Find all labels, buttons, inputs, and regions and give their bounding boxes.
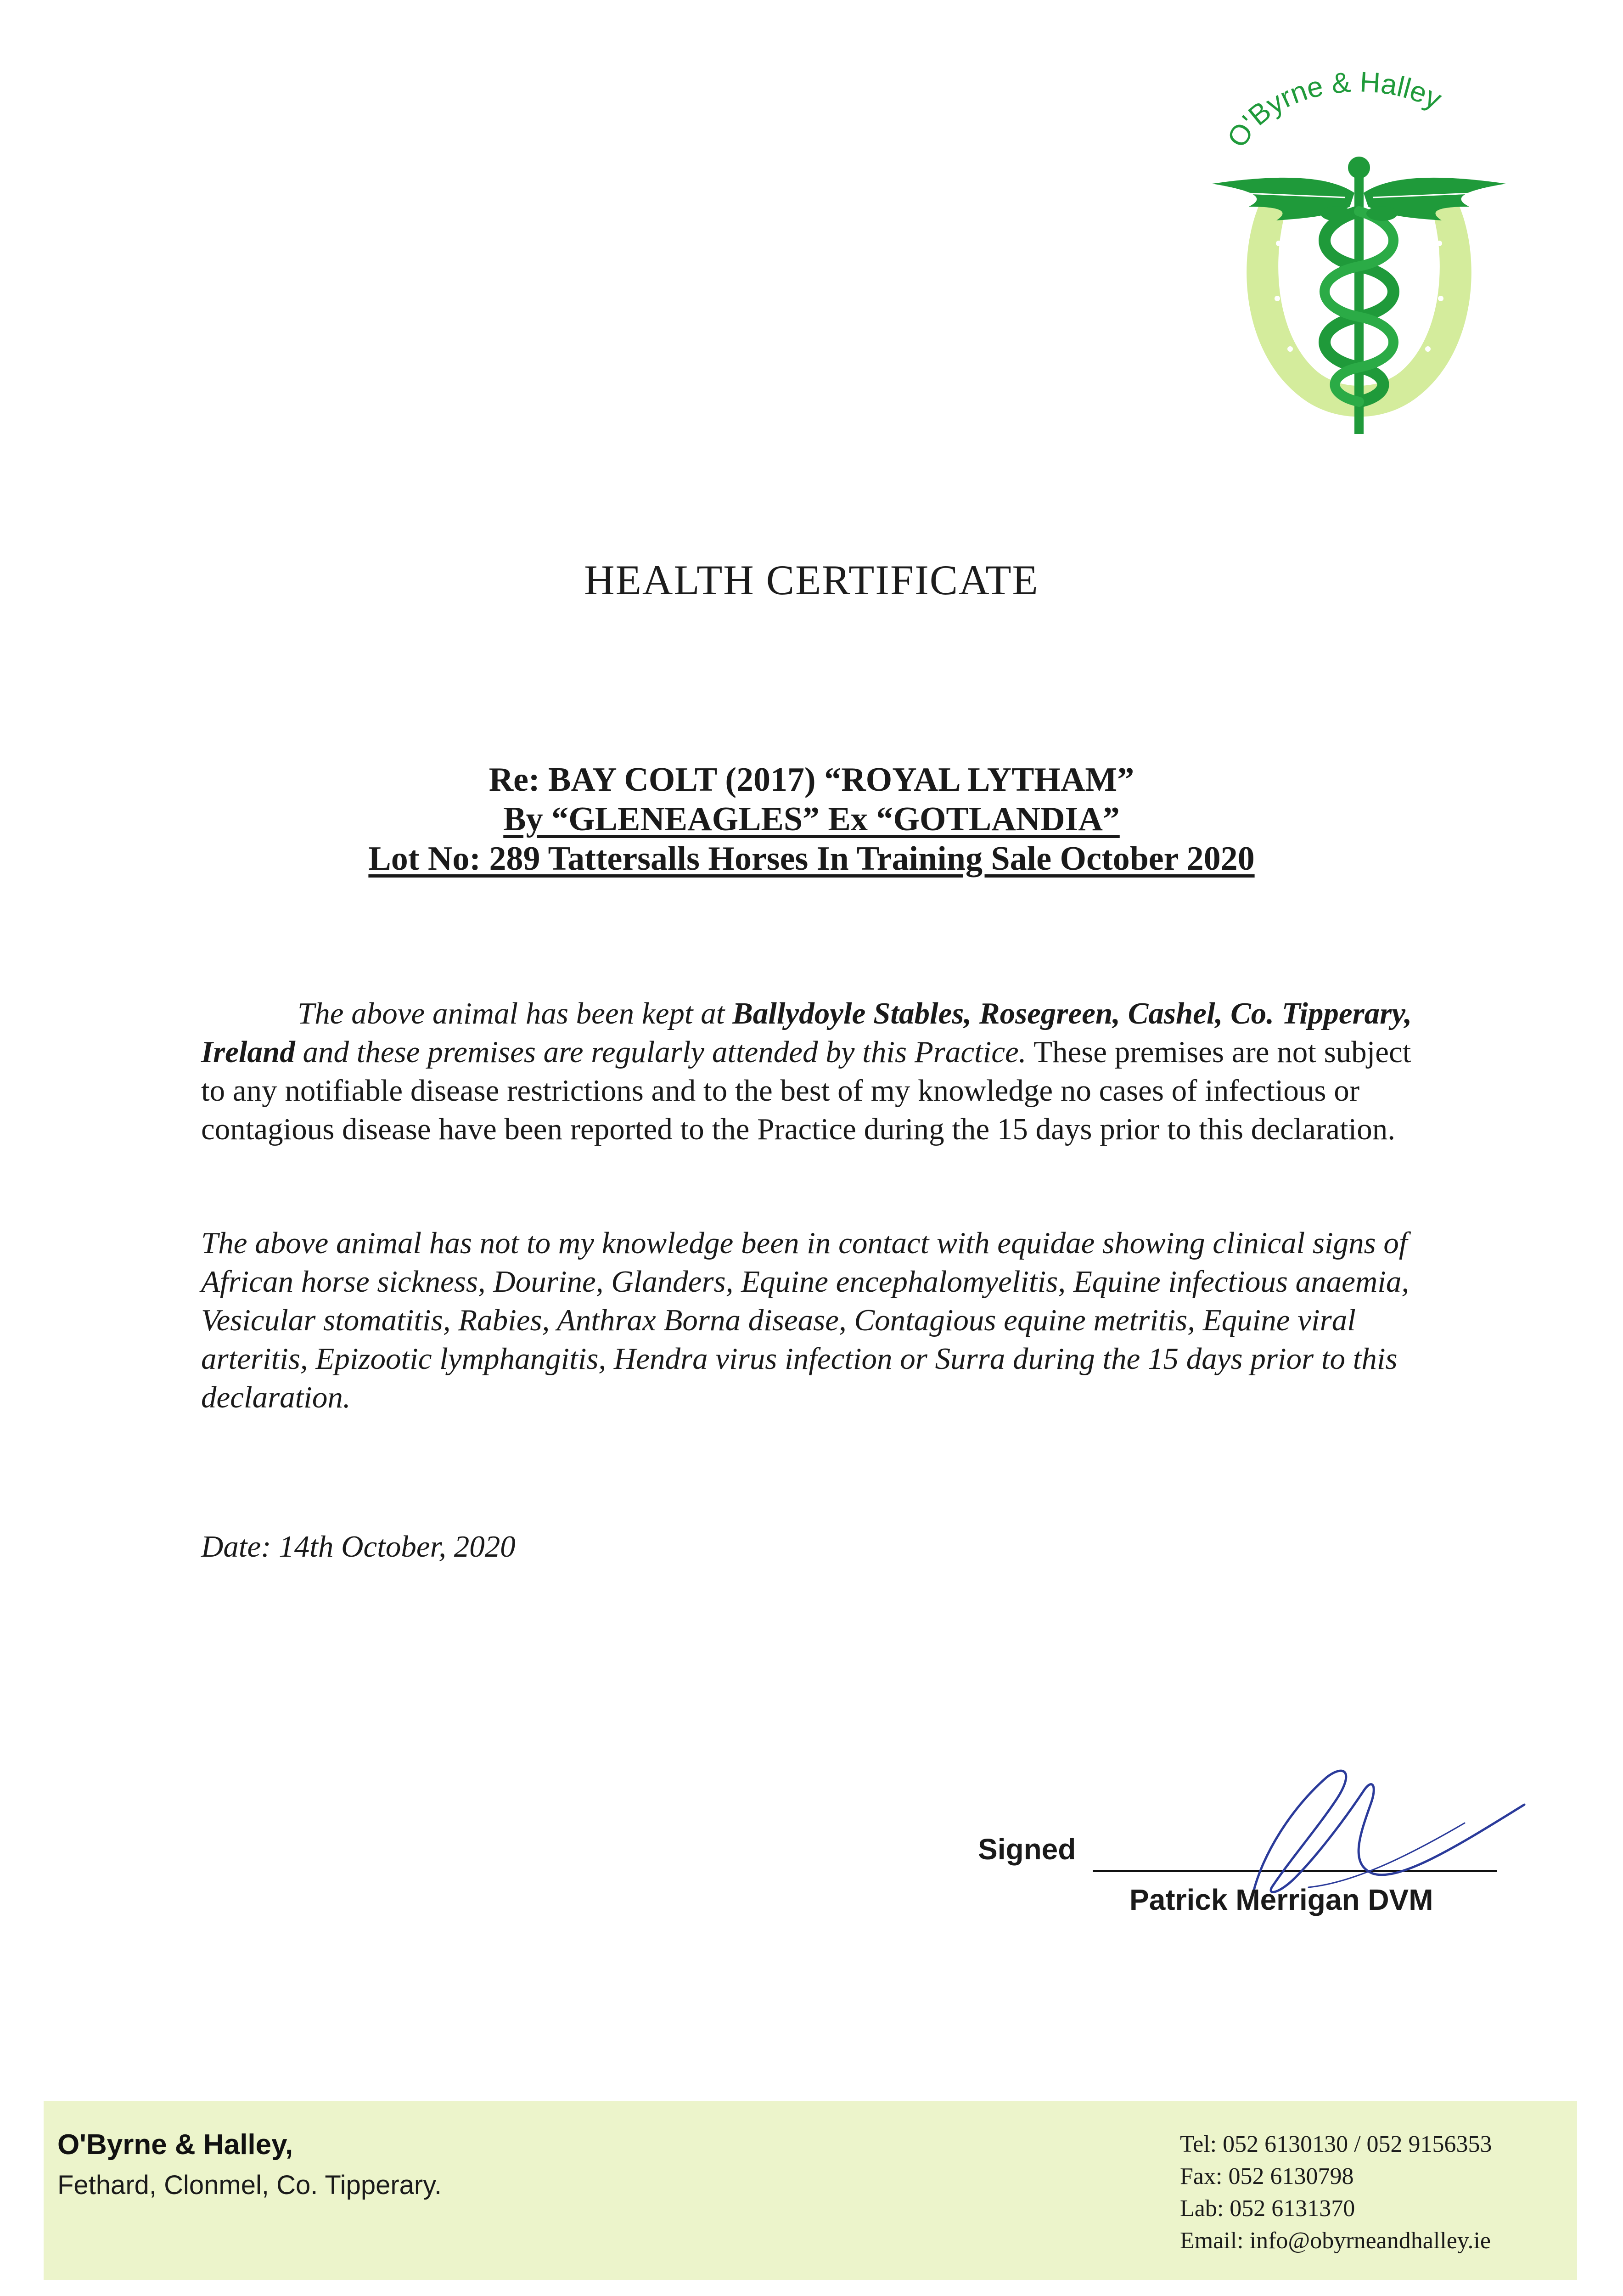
subject-lot-line: Lot No: 289 Tattersalls Horses In Training Sale October 2020 [368,840,1255,878]
practice-logo [1198,60,1520,441]
signatory-name: Patrick Merrigan DVM [1129,1883,1433,1916]
footer-lab: Lab: 052 6131370 [1180,2195,1355,2222]
para1-restrictions: These premises are not subject to any notifiable disease restrictions and to the best of my knowledge no cases of infectious or contagious disease have been reported to the Practice during the 15 days prior to this declaration. [201,1035,1411,1146]
declaration-paragraph-2: The above animal has not to my knowledge been in contact with equidae showing clinical signs of African horse sickness, Dourine, Glanders, Equine encephalomyelitis, Equine infectious anaemia, Vesicular stomatitis, Rabies, Anthrax Borna disease, Contagious equine metritis, Equine viral arteritis, Epizootic lymphangitis, Hendra virus infection or Surra during the 15 days prior to this declaration. [201,1226,1410,1414]
page-title: HEALTH CERTIFICATE [584,557,1039,603]
para1-attended: and these premises are regularly attended by this Practice. [295,1035,1027,1069]
signed-label: Signed [978,1833,1076,1866]
caduceus-horseshoe-icon [1198,60,1520,441]
subject-horse-line: Re: BAY COLT (2017) “ROYAL LYTHAM” [489,761,1134,799]
declaration-paragraph-1 [201,994,1441,1148]
footer-tel: Tel: 052 6130130 / 052 9156353 [1180,2131,1492,2157]
footer-practice-name: O'Byrne & Halley, [57,2129,293,2161]
footer-fax: Fax: 052 6130798 [1180,2163,1354,2189]
para1-location: Ballydoyle Stables, Rosegreen, Cashel, Co. Tipperary, Ireland [201,996,1412,1069]
handwritten-signature [1116,1750,1547,1906]
logo-arc-text: O'Byrne & Halley [1221,66,1447,153]
letterhead-footer [44,2101,1577,2280]
footer-address: Fethard, Clonmel, Co. Tipperary. [57,2170,442,2200]
declaration-date: Date: 14th October, 2020 [201,1530,516,1564]
footer-email[interactable]: Email: info@obyrneandhalley.ie [1180,2228,1491,2254]
para1-intro: The above animal has been kept at [298,996,733,1030]
subject-block [0,760,1623,878]
subject-pedigree-line: By “GLENEAGLES” Ex “GOTLANDIA” [503,800,1120,838]
signature-block [978,1750,1501,1933]
footer-contact [1180,2128,1492,2257]
